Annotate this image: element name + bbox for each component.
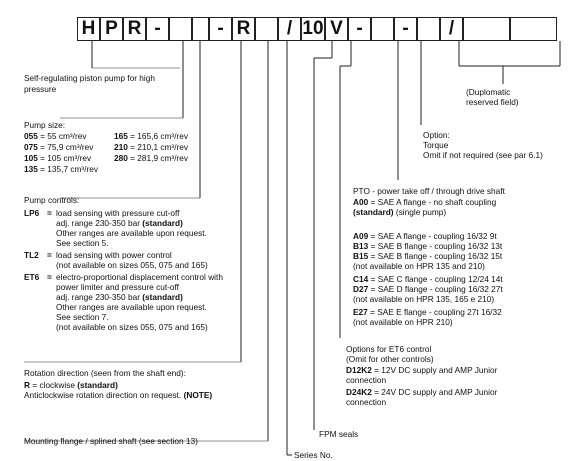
et6-line1: electro-proportional displacement control with [56,272,223,282]
lp6-standard: (standard) [142,218,183,228]
pto-d27 [353,284,503,294]
size-value: = 75,9 cm³/rev [40,142,94,152]
code-box-14 [371,17,394,41]
pto-e27 [353,307,502,317]
pto-a09 [353,231,497,241]
pto-b13 [353,241,502,251]
self-regulating-line1: Self-regulating piston pump for high [24,73,155,83]
code-box-12: V [325,17,348,41]
et6-option-text: = 12V DC supply and AMP Junior [371,365,498,375]
pto-title: PTO - power take off / through drive shaft [353,186,505,196]
pto-text: (not available on HPR 210) [353,317,453,327]
et6-option-code: D12K2 [346,365,372,375]
pump-size-210 [114,142,188,152]
code-box-15: - [394,17,417,41]
code-box-18 [463,17,510,41]
et6-line2: power limiter and pressure cut-off [56,282,179,292]
pto-a00 [353,197,496,207]
code-box-10: / [278,17,301,41]
size-value: = 105 cm³/rev [40,153,92,163]
diplomatic-line1: (Duplomatic [466,87,511,97]
et6-option-text: = 24V DC supply and AMP Junior [371,387,498,397]
pto-code: D27 [353,284,369,294]
rotation-clockwise [24,380,118,390]
size-code: 075 [24,142,38,152]
mounting-flange-label: Mounting flange / splined shaft (see section 13) [24,436,198,446]
code-box-9 [255,17,278,41]
tl2-line1: load sensing with power control [56,250,172,260]
pto-code: A09 [353,231,369,241]
pto-text: (not available on HPR 135, 165 e 210) [353,294,495,304]
pto-c14 [353,274,503,284]
pto-text: = SAE C flange - coupling 12/24 14t [368,274,503,284]
rotation-anticlockwise [24,390,212,400]
code-box-8: R [232,17,255,41]
code-box-17: / [440,17,463,41]
size-value: = 55 cm³/rev [40,131,87,141]
pump-size-105 [24,153,91,163]
pto-d27-note [353,294,494,304]
et6-line4: Other ranges are available upon request. [56,302,207,312]
size-code: 135 [24,164,38,174]
code-box-2: P [100,17,123,41]
code-box-6 [192,17,209,41]
self-regulating-line2: pressure [24,84,57,94]
pto-text: = SAE B flange - coupling 16/32 13t [368,241,503,251]
rotation-code: R [24,380,30,390]
size-value: = 135,7 cm³/rev [40,164,99,174]
et6-line3 [56,292,183,302]
option-line3: Omit if not required (see par 6.1) [423,150,543,160]
pto-e27-note [353,317,453,327]
size-code: 165 [114,131,128,141]
lp6-line3: Other ranges are available upon request. [56,228,207,238]
lp6-line4: See section 5. [56,238,109,248]
et6-options-omit: (Omit for other controls) [346,354,434,364]
et6-standard: (standard) [142,292,183,302]
rotation-title: Rotation direction (seen from the shaft end): [24,368,186,378]
pto-a00-cont [353,207,446,217]
pto-code: A00 [353,197,369,207]
tl2-eq: = [47,250,52,260]
pump-size-165 [114,131,188,141]
size-value: = 210,1 cm³/rev [130,142,189,152]
fpm-seals-label: FPM seals [319,429,359,439]
rotation-anti-text: Anticlockwise rotation direction on request. [24,390,184,400]
rotation-note: (NOTE) [183,390,213,400]
rotation-standard: (standard) [77,380,118,390]
et6-option-code: D24K2 [346,387,372,397]
size-code: 280 [114,153,128,163]
tl2-line2: (not available on sizes 055, 075 and 165) [56,260,208,270]
et6-d12k2-cont: connection [346,375,387,385]
et6-range: adj. range 230-350 bar [56,292,143,302]
code-box-5 [169,17,192,41]
pto-code: B13 [353,241,369,251]
code-box-19 [510,17,557,41]
pto-code: C14 [353,274,369,284]
code-box-7: - [209,17,232,41]
size-value: = 165,6 cm³/rev [130,131,189,141]
size-code: 105 [24,153,38,163]
lp6-code: LP6 [24,208,40,218]
code-box-16 [417,17,440,41]
pto-standard: (standard) [353,207,394,217]
code-box-1: H [77,17,100,41]
et6-d12k2 [346,365,497,375]
lp6-line1: load sensing with pressure cut-off [56,208,180,218]
pto-text: = SAE D flange - coupling 16/32 27t [368,284,503,294]
series-no-label: Series No. [294,450,333,460]
pump-size-055 [24,131,87,141]
et6-eq: = [47,272,52,282]
et6-options-title: Options for ET6 control [346,344,432,354]
pto-text: (single pump) [393,207,447,217]
diplomatic-line2: reserved field) [466,97,519,107]
size-code: 055 [24,131,38,141]
pto-text: = SAE A flange - no shaft coupling [368,197,497,207]
option-line1: Option: [423,130,450,140]
pto-text: = SAE B flange - coupling 16/32 15t [368,251,503,261]
pump-size-280 [114,153,188,163]
tl2-code: TL2 [24,250,39,260]
code-box-3: R [123,17,146,41]
code-box-11: 10 [302,18,324,39]
pto-code: E27 [353,307,368,317]
pto-code: B15 [353,251,369,261]
lp6-line2 [56,218,183,228]
size-value: = 281,9 cm³/rev [130,153,189,163]
et6-d24k2 [346,387,497,397]
pto-text: (not available on HPR 135 and 210) [353,261,485,271]
code-box-13: - [348,17,371,41]
pump-controls-title: Pump controls: [24,195,80,205]
lp6-eq: = [47,208,52,218]
size-code: 210 [114,142,128,152]
pto-text: = SAE E flange - coupling 27t 16/32 [367,307,502,317]
et6-d24k2-cont: connection [346,397,387,407]
et6-line5: See section 7. [56,312,109,322]
et6-line6: (not available on sizes 055, 075 and 165) [56,322,208,332]
pto-b15 [353,251,502,261]
pump-size-075 [24,142,93,152]
lp6-range: adj. range 230-350 bar [56,218,143,228]
et6-code: ET6 [24,272,40,282]
pump-size-title: Pump size: [24,120,66,130]
pto-b15-note [353,261,485,271]
code-box-4: - [146,17,169,41]
rotation-clockwise-text: = clockwise [30,380,78,390]
option-line2: Torque [423,140,449,150]
pto-text: = SAE A flange - coupling 16/32 9t [368,231,497,241]
pump-size-135 [24,164,98,174]
